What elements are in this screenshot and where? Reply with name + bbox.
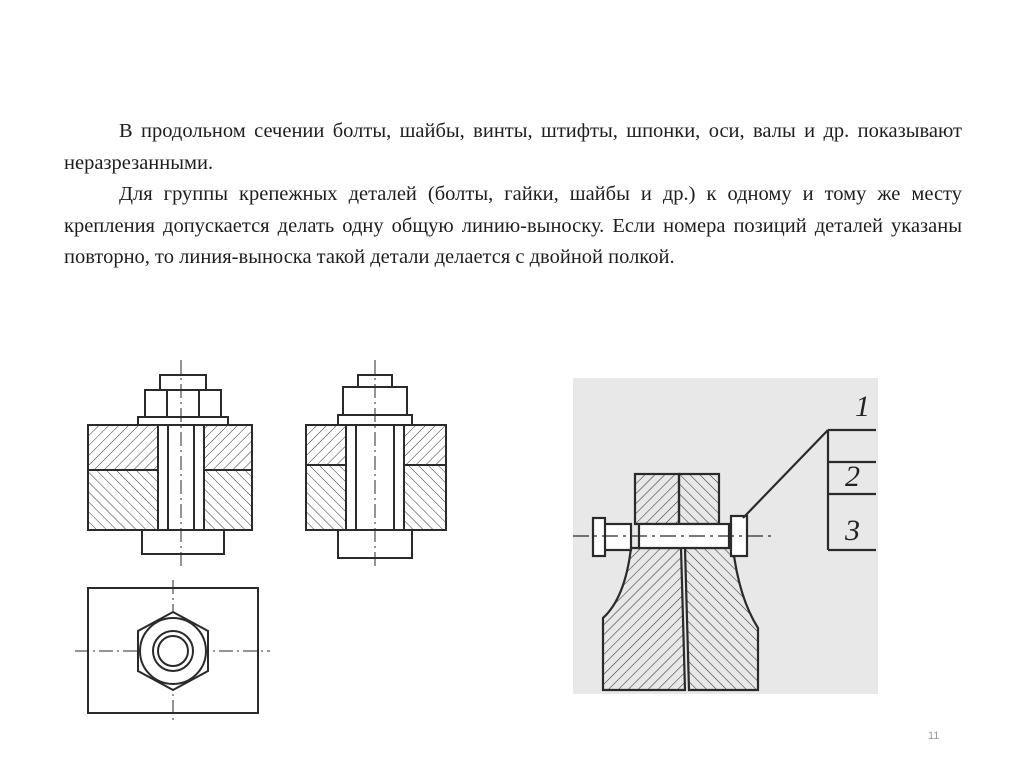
callout-scan-figure [573,378,878,694]
page-number: 11 [928,730,940,742]
bolt-plan-view [75,580,270,721]
callout-label-1: 1 [855,390,870,423]
callout-label-2: 2 [845,460,860,493]
bolt-joint-drawings [70,355,470,725]
paragraph-1: В продольном сечении болты, шайбы, винты, штифты, шпонки, оси, валы и др. показывают неразрезанными. [64,120,962,174]
bolt-joint-right [306,360,446,570]
callout-label-3: 3 [845,514,860,547]
paragraph-2: Для группы крепежных деталей (болты, гайки, шайбы и др.) к одному и тому же месту крепления допускается делать одну общую линию-выноску. Если номера позиций деталей указаны повторно, то линия-выноска такой детали делается с двойной полкой. [64,183,962,268]
body-text [64,116,962,274]
bolt-joint-left [88,360,252,570]
